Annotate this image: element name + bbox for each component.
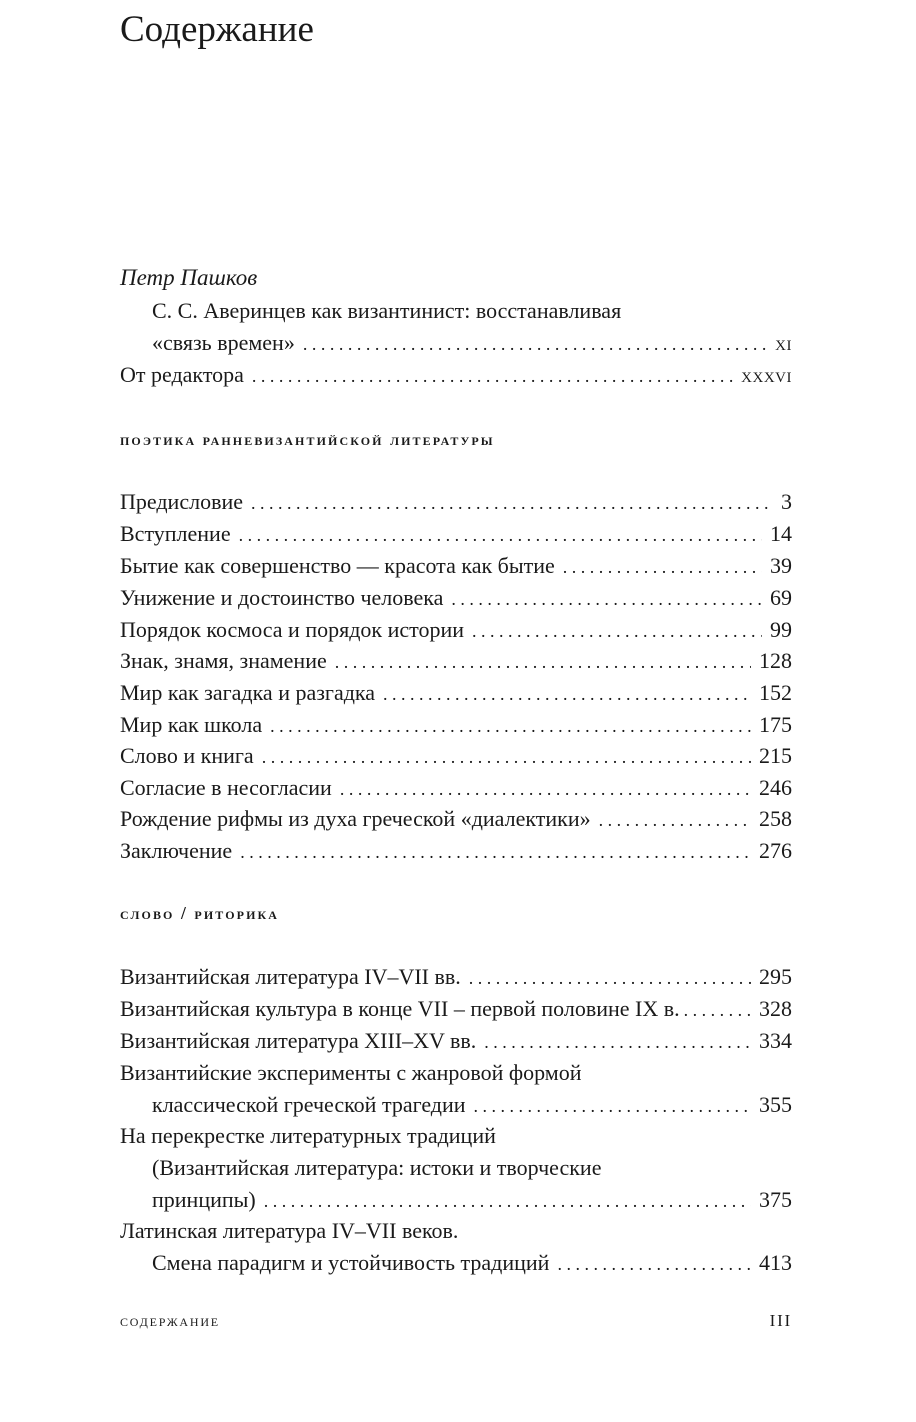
toc-entry-page: 328	[759, 996, 792, 1021]
leader-dots	[474, 1090, 751, 1122]
leader-dots	[484, 1026, 751, 1058]
toc-entry[interactable]	[120, 772, 792, 804]
page-title: Содержание	[120, 9, 314, 50]
toc-entry-page: xxxvi	[741, 362, 792, 387]
toc-entry-title: принципы)	[152, 1187, 256, 1212]
toc-entry-page: 175	[759, 712, 792, 737]
toc-entry-page: 276	[759, 838, 792, 863]
toc-entry-page: 14	[770, 521, 792, 546]
toc-entry[interactable]	[120, 835, 792, 867]
toc-entry-page: 69	[770, 585, 792, 610]
toc-entry[interactable]	[120, 582, 792, 614]
toc-entry[interactable]	[152, 327, 792, 359]
toc-entry-page: xi	[775, 330, 792, 355]
leader-dots	[252, 360, 733, 392]
leader-dots	[383, 678, 751, 710]
author-name: Петр Пашков	[120, 265, 258, 290]
toc-entry-title: Согласие в несогласии	[120, 775, 332, 800]
toc-entry[interactable]	[152, 1089, 792, 1121]
toc-entry-title: От редактора	[120, 362, 244, 387]
toc-entry[interactable]	[120, 1025, 792, 1057]
toc-entry-title: Порядок космоса и порядок истории	[120, 617, 464, 642]
toc-entry-page: 413	[759, 1250, 792, 1275]
toc-entry[interactable]	[120, 961, 792, 993]
toc-entry-text: На перекрестке литературных традиций	[120, 1123, 496, 1148]
toc-entry-title: Слово и книга	[120, 743, 254, 768]
toc-entry[interactable]	[152, 1247, 792, 1279]
toc-entry-title: Византийская культура в конце VII – первой половине IX в.	[120, 996, 680, 1021]
toc-entry-text: Византийские эксперименты с жанровой формой	[120, 1060, 582, 1085]
leader-dots	[262, 741, 751, 773]
leader-dots	[240, 836, 751, 868]
leader-dots	[251, 487, 773, 519]
toc-entry[interactable]	[120, 677, 792, 709]
toc-entry-title: Знак, знамя, знамение	[120, 648, 327, 673]
toc-entry-page: 258	[759, 806, 792, 831]
toc-entry-page: 3	[781, 489, 792, 514]
leader-dots	[563, 551, 762, 583]
toc-entry-page: 375	[759, 1187, 792, 1212]
toc-entry-title: Заключение	[120, 838, 233, 863]
toc-entry-page: 355	[759, 1092, 792, 1117]
toc-entry-title: Смена парадигм и устойчивость традиций	[152, 1250, 550, 1275]
page-footer	[120, 1311, 792, 1331]
toc-entry[interactable]	[120, 518, 792, 550]
section-heading: слово / риторика	[120, 903, 280, 923]
toc-entry[interactable]	[120, 993, 792, 1025]
toc-entry-title: Предисловие	[120, 489, 243, 514]
toc-entry-title: классической греческой трагедии	[152, 1092, 466, 1117]
toc-entry-title: Рождение рифмы из духа греческой «диалектики»	[120, 806, 591, 831]
leader-dots	[264, 1185, 751, 1217]
leader-dots	[472, 615, 762, 647]
toc-entry-page: 334	[759, 1028, 792, 1053]
toc-entry-text: Латинская литература IV–VII веков.	[120, 1218, 459, 1243]
toc-entry-title: Византийская литература IV–VII вв.	[120, 964, 461, 989]
toc-entry-page: 128	[759, 648, 792, 673]
toc-entry-page: 152	[759, 680, 792, 705]
toc-entry-title: Унижение и достоинство человека	[120, 585, 444, 610]
leader-dots	[557, 1248, 751, 1280]
toc-entry[interactable]	[120, 614, 792, 646]
toc-entry-page: 246	[759, 775, 792, 800]
page-number: III	[769, 1311, 792, 1330]
toc-entry-title: Византийская литература XIII–XV вв.	[120, 1028, 477, 1053]
toc-entry-page: 295	[759, 964, 792, 989]
leader-dots	[599, 804, 751, 836]
toc-entry[interactable]	[120, 486, 792, 518]
toc-entry[interactable]	[120, 645, 792, 677]
toc-entry-page: 215	[759, 743, 792, 768]
section-heading: поэтика ранневизантийской литературы	[120, 429, 495, 449]
toc-entry[interactable]	[120, 803, 792, 835]
toc-entry[interactable]	[152, 1184, 792, 1216]
toc-entry-title: Мир как загадка и разгадка	[120, 680, 376, 705]
leader-dots	[239, 519, 762, 551]
toc-entry-title: Бытие как совершенство — красота как бытие	[120, 553, 555, 578]
toc-entry[interactable]	[120, 709, 792, 741]
toc-entry-page: 39	[770, 553, 792, 578]
leader-dots	[270, 710, 751, 742]
leader-dots	[303, 328, 767, 360]
running-footer-title: содержание	[120, 1311, 220, 1330]
leader-dots	[340, 773, 751, 805]
toc-entry-text: (Византийская литература: истоки и творческие	[152, 1155, 602, 1180]
toc-entry[interactable]	[120, 740, 792, 772]
toc-entry[interactable]	[120, 359, 792, 391]
toc-entry-page: 99	[770, 617, 792, 642]
toc-entry-text: С. С. Аверинцев как византинист: восстанавливая	[152, 298, 622, 323]
toc-entry-title: Вступление	[120, 521, 231, 546]
leader-dots	[684, 994, 755, 1026]
leader-dots	[451, 583, 762, 615]
leader-dots	[335, 646, 751, 678]
toc-entry-title: Мир как школа	[120, 712, 263, 737]
toc-entry-title: «связь времен»	[152, 330, 295, 355]
leader-dots	[469, 962, 751, 994]
toc-entry[interactable]	[120, 550, 792, 582]
